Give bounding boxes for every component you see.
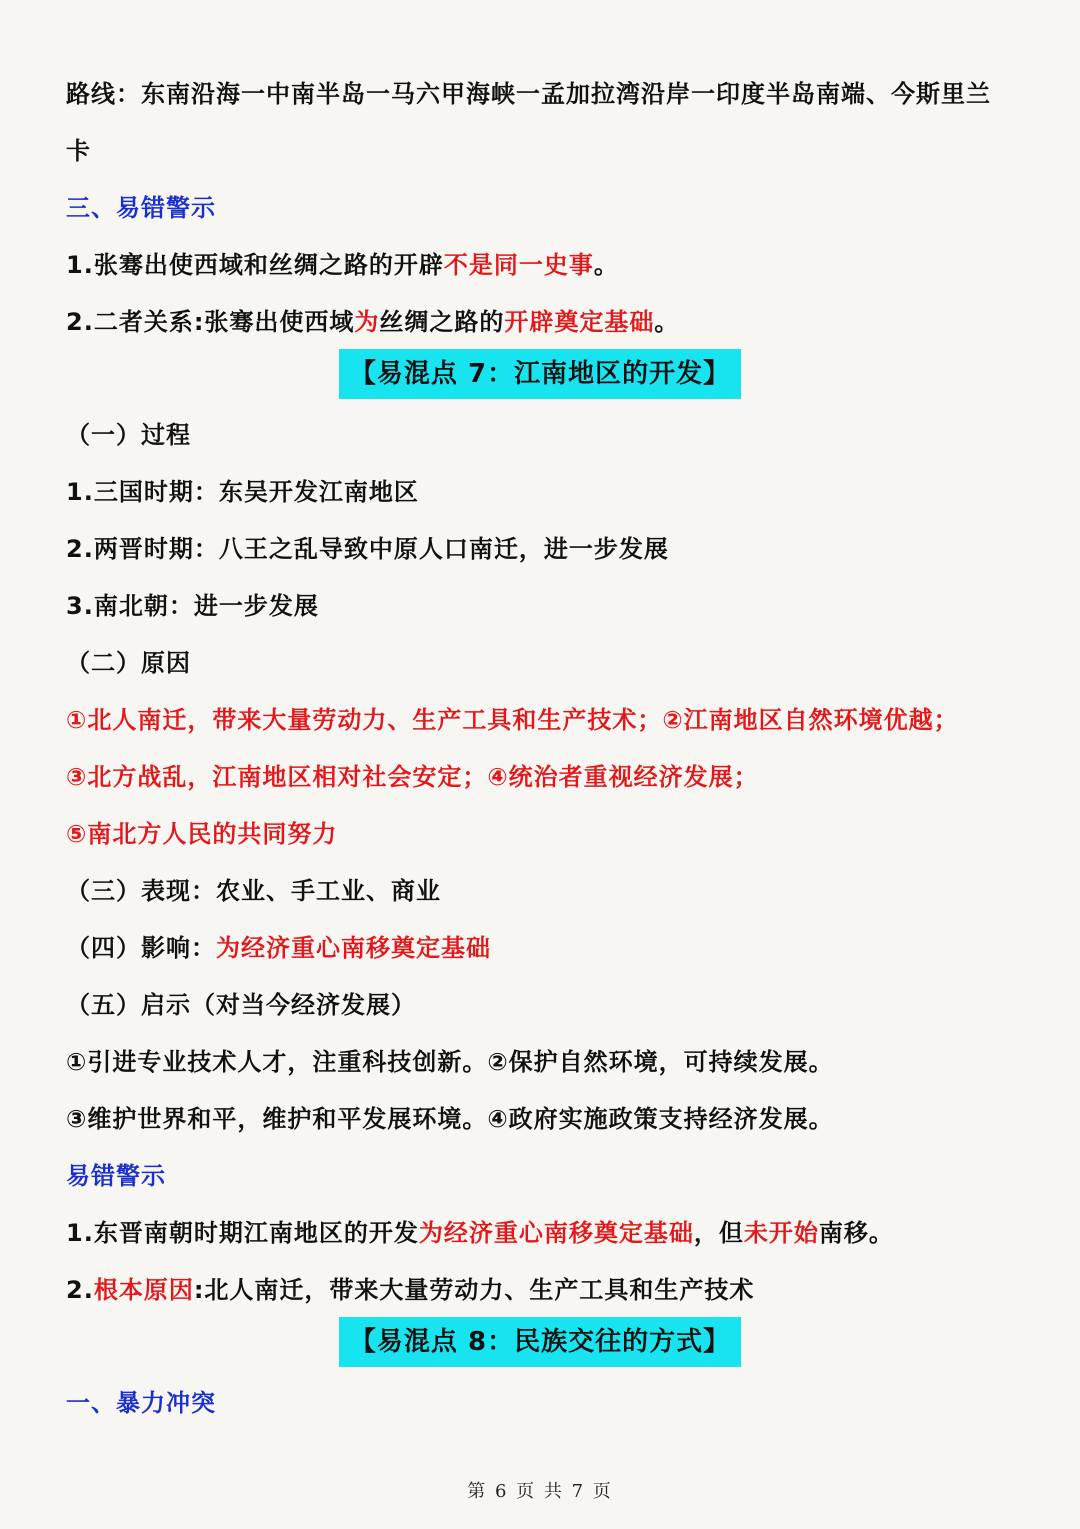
impact-label: （四）影响： [66, 934, 216, 962]
warning-item-1-emphasis: 不是同一史事 [443, 251, 594, 279]
warning-item-1-end: 。 [593, 251, 619, 279]
warning-item-2-end: 。 [654, 308, 680, 336]
mistake-warning-1-but: ，但 [693, 1219, 744, 1247]
route-line-1: 路线：东南沿海一中南半岛一马六甲海峡一孟加拉湾沿岸一印度半岛南端、今斯里兰 [66, 80, 991, 108]
section-heading-mistake-warning: 三、易错警示 [66, 194, 216, 222]
inspiration-line-1: ①引进专业技术人才，注重科技创新。②保护自然环境，可持续发展。 [66, 1048, 834, 1076]
mistake-warning-1 [66, 1213, 1020, 1253]
route-line-2: 卡 [66, 137, 91, 165]
reason-line-1: ①北人南迁，带来大量劳动力、生产工具和生产技术；②江南地区自然环境优越； [66, 706, 959, 734]
mistake-warning-1-text: 1.东晋南朝时期江南地区的开发 [66, 1219, 419, 1247]
process-item-3: 3.南北朝：进一步发展 [66, 592, 319, 620]
point7-heading: 【易混点 7：江南地区的开发】 [339, 349, 741, 399]
inspiration-title: （五）启示（对当今经济发展） [66, 991, 416, 1019]
performance-line: （三）表现：农业、手工业、商业 [66, 877, 441, 905]
warning-item-2 [66, 302, 1020, 342]
mistake-warning-2-text: :北人南迁，带来大量劳动力、生产工具和生产技术 [193, 1276, 755, 1304]
warning-item-2-text: 2.二者关系:张骞出使西域 [66, 308, 355, 336]
mistake-warning-1-end: 南移。 [818, 1219, 894, 1247]
inspiration-line-2: ③维护世界和平，维护和平发展环境。④政府实施政策支持经济发展。 [66, 1105, 834, 1133]
reason-title: （二）原因 [66, 649, 191, 677]
warning-item-2-text-mid: 丝绸之路的 [379, 308, 505, 336]
violent-conflict-title: 一、暴力冲突 [66, 1389, 216, 1417]
warning-item-1 [66, 245, 1020, 285]
process-item-2: 2.两晋时期：八王之乱导致中原人口南迁，进一步发展 [66, 535, 669, 563]
warning-item-2-emphasis: 开辟奠定基础 [504, 308, 655, 336]
reason-line-2: ③北方战乱，江南地区相对社会安定；④统治者重视经济发展； [66, 763, 759, 791]
mistake-warning-1-not-started: 未开始 [743, 1219, 819, 1247]
mistake-warning-2 [66, 1270, 1020, 1310]
mistake-warning-1-emphasis: 为经济重心南移奠定基础 [418, 1219, 694, 1247]
process-item-1: 1.三国时期：东吴开发江南地区 [66, 478, 419, 506]
mistake-warning-2-number: 2. [66, 1276, 94, 1304]
impact-line [66, 928, 1020, 968]
impact-value: 为经济重心南移奠定基础 [216, 934, 491, 962]
warning-item-2-emphasis-wei: 为 [354, 308, 380, 336]
point8-heading: 【易混点 8：民族交往的方式】 [339, 1317, 741, 1367]
process-title: （一）过程 [66, 421, 191, 449]
reason-line-3: ⑤南北方人民的共同努力 [66, 820, 338, 848]
page-number: 第 6 页 共 7 页 [467, 1481, 613, 1502]
mistake-warning-title: 易错警示 [66, 1162, 166, 1190]
mistake-warning-2-label: 根本原因 [93, 1276, 194, 1304]
warning-item-1-text: 1.张骞出使西域和丝绸之路的开辟 [66, 251, 444, 279]
